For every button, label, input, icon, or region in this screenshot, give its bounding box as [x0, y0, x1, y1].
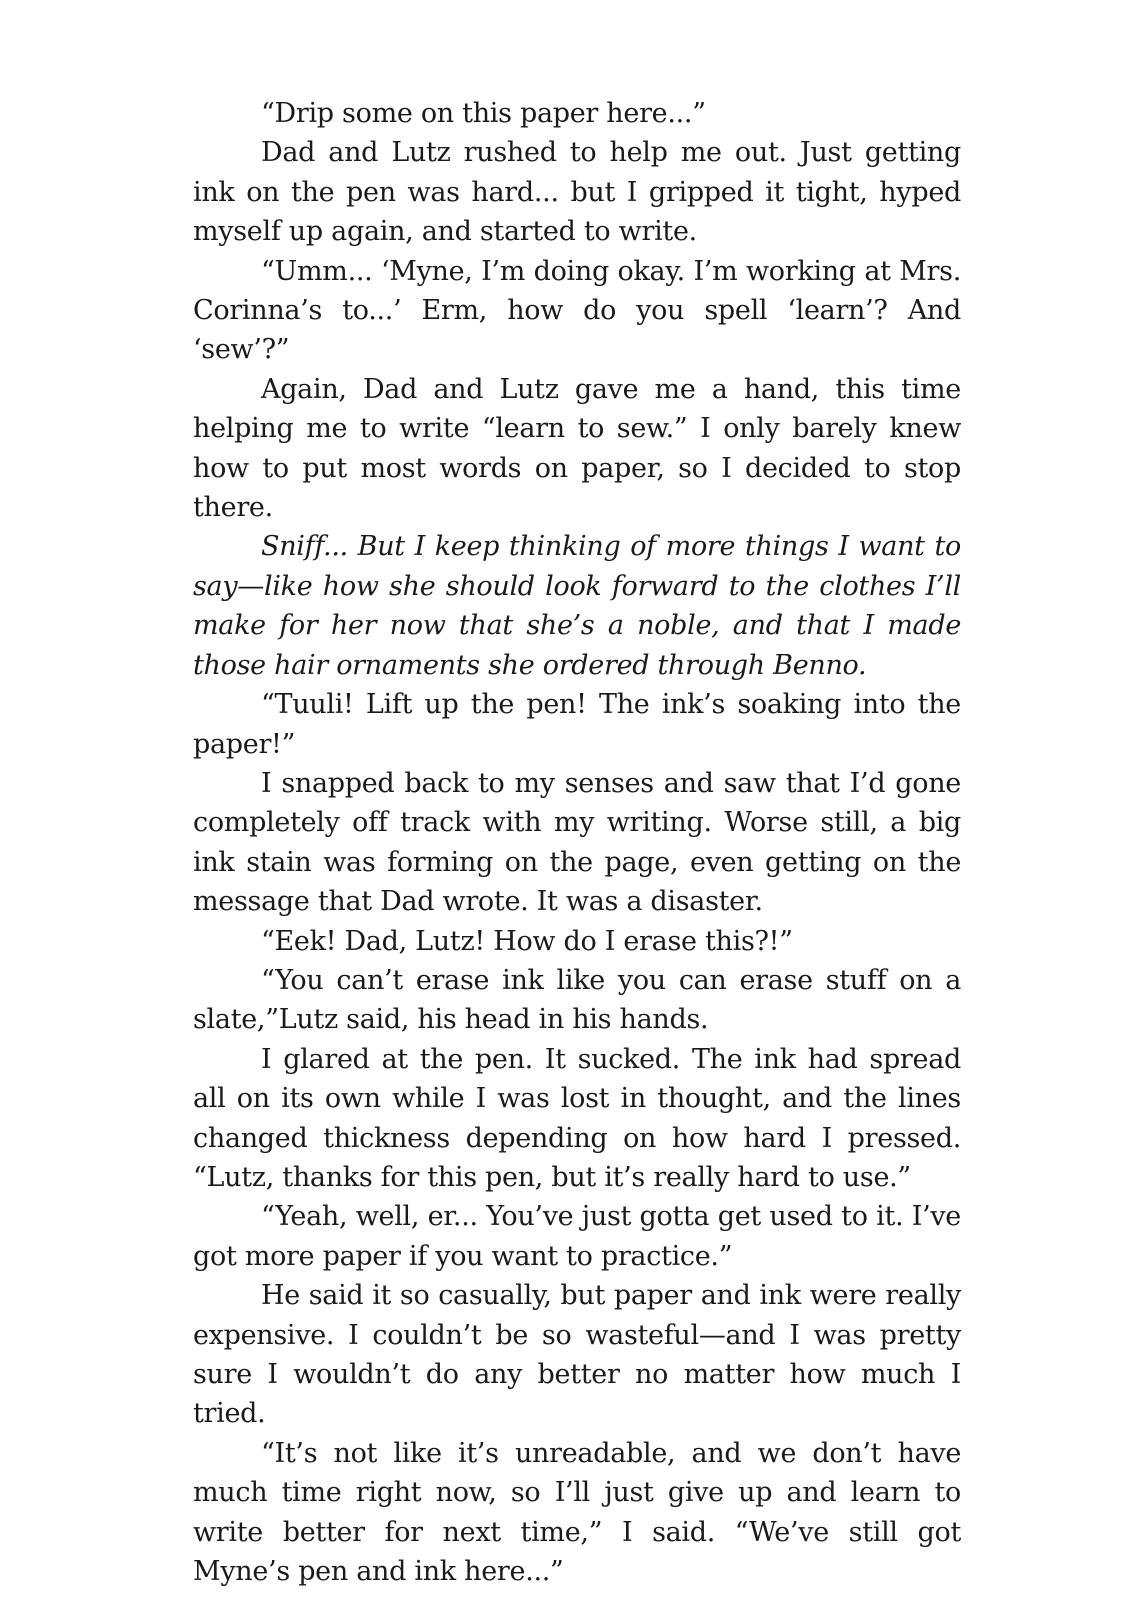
paragraph: I glared at the pen. It sucked. The ink had spread all on its own while I was lost in thought, and the lines changed thickness depending on how hard I pressed. “Lutz, thanks for this pen, but it’s really hard to use.”: [193, 1043, 961, 1193]
paragraph: He said it so casually, but paper and ink were really expensive. I couldn’t be so wasteful—and I was pretty sure I wouldn’t do any better no matter how much I tried.: [193, 1280, 961, 1430]
paragraph: “Drip some on this paper here...”: [261, 98, 706, 129]
paragraph: “Yeah, well, er... You’ve just gotta get used to it. I’ve got more paper if you want to practice.”: [193, 1201, 961, 1272]
paragraph-inner-thought: Sniff... But I keep thinking of more things I want to say—like how she should look forward to the clothes I’ll make for her now that she’s a noble, and that I made those hair ornaments she ordered through Benno.: [193, 531, 961, 681]
paragraph: Again, Dad and Lutz gave me a hand, this time helping me to write “learn to sew.” I only barely knew how to put most words on paper, so I decided to stop there.: [193, 373, 961, 524]
paragraph: Dad and Lutz rushed to help me out. Just getting ink on the pen was hard... but I gripped it tight, hyped myself up again, and started to write.: [193, 137, 961, 248]
paragraph: “It’s not like it’s unreadable, and we don’t have much time right now, so I’ll just give up and learn to write better for next time,” I said. “We’ve still got Myne’s pen and ink here...”: [193, 1437, 961, 1588]
paragraph: “Eek! Dad, Lutz! How do I erase this?!”: [261, 925, 793, 957]
paragraph: “Umm... ‘Myne, I’m doing okay. I’m working at Mrs. Corinna’s to...’ Erm, how do you spell ‘learn’? And ‘sew’?”: [193, 255, 961, 366]
paragraph: “You can’t erase ink like you can erase stuff on a slate,”Lutz said, his head in his hands.: [193, 964, 961, 1036]
paragraph: I snapped back to my senses and saw that I’d gone completely off track with my writing. Worse still, a big ink stain was forming on the page, even getting on the message that Dad wrote. It was a disaster.: [193, 767, 961, 918]
paragraph: “Tuuli! Lift up the pen! The ink’s soaking into the paper!”: [193, 689, 961, 760]
body-text: [193, 94, 961, 1591]
